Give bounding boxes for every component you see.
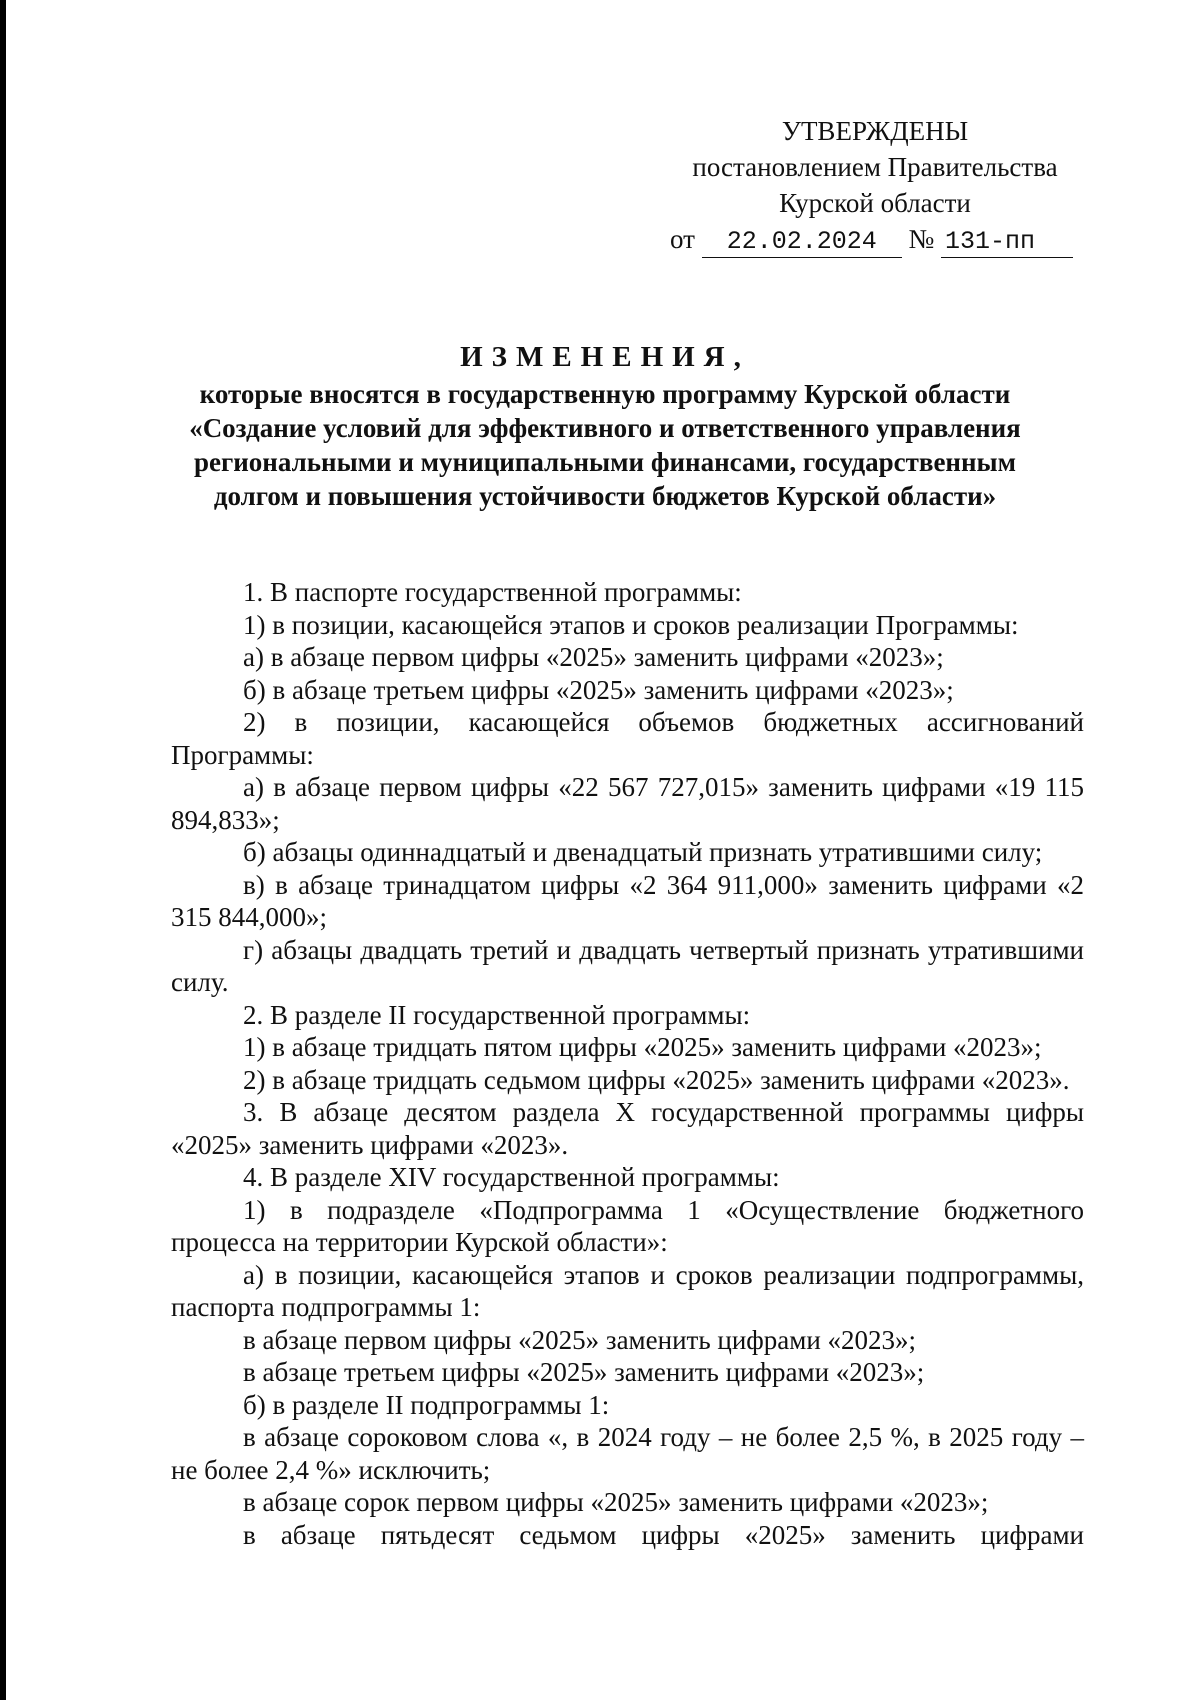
- paragraph: б) в абзаце третьем цифры «2025» заменить цифрами «2023»;: [243, 674, 954, 705]
- paragraph: а) в абзаце первом цифры «22 567 727,015» заменить цифрами «19 115 894,833»;: [171, 772, 1084, 835]
- paragraph: в) в абзаце тринадцатом цифры «2 364 911,000» заменить цифрами «2 315 844,000»;: [171, 869, 1084, 932]
- title-line-2: «Создание условий для эффективного и ответственного управления: [189, 413, 1021, 443]
- paragraph: 2) в позиции, касающейся объемов бюджетных ассигнований Программы:: [171, 707, 1084, 770]
- document-body: [171, 576, 1084, 1551]
- resolution-number: 131-пп: [941, 227, 1073, 258]
- paragraph: 1. В паспорте государственной программы:: [243, 577, 742, 607]
- title-main: ИЗМЕНЕНИЯ,: [460, 341, 750, 373]
- paragraph: в абзаце сороковом слова «, в 2024 году – не более 2,5 %, в 2025 году – не более 2,4 %» исключить;: [171, 1422, 1084, 1485]
- paragraph: в абзаце сорок первом цифры «2025» заменить цифрами «2023»;: [243, 1487, 989, 1517]
- title-line-4: долгом и повышения устойчивости бюджетов Курской области»: [213, 481, 997, 511]
- page-left-edge: [0, 0, 6, 1700]
- date-prefix: от: [670, 224, 695, 254]
- paragraph: 3. В абзаце десятом раздела X государственной программы цифры «2025» заменить цифрами «2023».: [171, 1097, 1084, 1160]
- paragraph: 1) в позиции, касающейся этапов и сроков реализации Программы:: [243, 609, 1019, 640]
- resolution-date: 22.02.2024: [702, 227, 902, 258]
- number-prefix: №: [908, 224, 935, 254]
- paragraph: 2) в абзаце тридцать седьмом цифры «2025» заменить цифрами «2023».: [243, 1064, 1070, 1095]
- approval-heading: УТВЕРЖДЕНЫ: [781, 116, 969, 146]
- approval-line-2: Курской области: [779, 188, 971, 218]
- title-line-1: которые вносятся в государственную программу Курской области: [199, 379, 1011, 409]
- title-line-3: региональными и муниципальными финансами, государственным: [193, 447, 1017, 477]
- paragraph: 1) в подразделе «Подпрограмма 1 «Осуществление бюджетного процесса на территории Курской области»:: [171, 1194, 1084, 1257]
- paragraph: 2. В разделе II государственной программы:: [243, 999, 751, 1030]
- approval-date-number: [660, 221, 1090, 258]
- paragraph: 4. В разделе XIV государственной программы:: [243, 1162, 780, 1192]
- document-title: [140, 340, 1070, 513]
- paragraph: г) абзацы двадцать третий и двадцать четвертый признать утратившими силу.: [171, 934, 1084, 997]
- paragraph: а) в позиции, касающейся этапов и сроков реализации подпрограммы, паспорта подпрограммы 1:: [171, 1259, 1084, 1322]
- paragraph: 1) в абзаце тридцать пятом цифры «2025» заменить цифрами «2023»;: [243, 1032, 1042, 1062]
- approval-stamp: [660, 113, 1090, 258]
- paragraph: б) в разделе II подпрограммы 1:: [243, 1389, 610, 1420]
- paragraph: в абзаце третьем цифры «2025» заменить цифрами «2023»;: [243, 1357, 925, 1387]
- paragraph: в абзаце первом цифры «2025» заменить цифрами «2023»;: [243, 1324, 917, 1355]
- approval-line-1: постановлением Правительства: [692, 152, 1058, 182]
- paragraph: а) в абзаце первом цифры «2025» заменить цифрами «2023»;: [243, 642, 944, 672]
- paragraph: б) абзацы одиннадцатый и двенадцатый признать утратившими силу;: [243, 837, 1043, 867]
- paragraph: в абзаце пятьдесят седьмом цифры «2025» заменить цифрами: [243, 1519, 1084, 1550]
